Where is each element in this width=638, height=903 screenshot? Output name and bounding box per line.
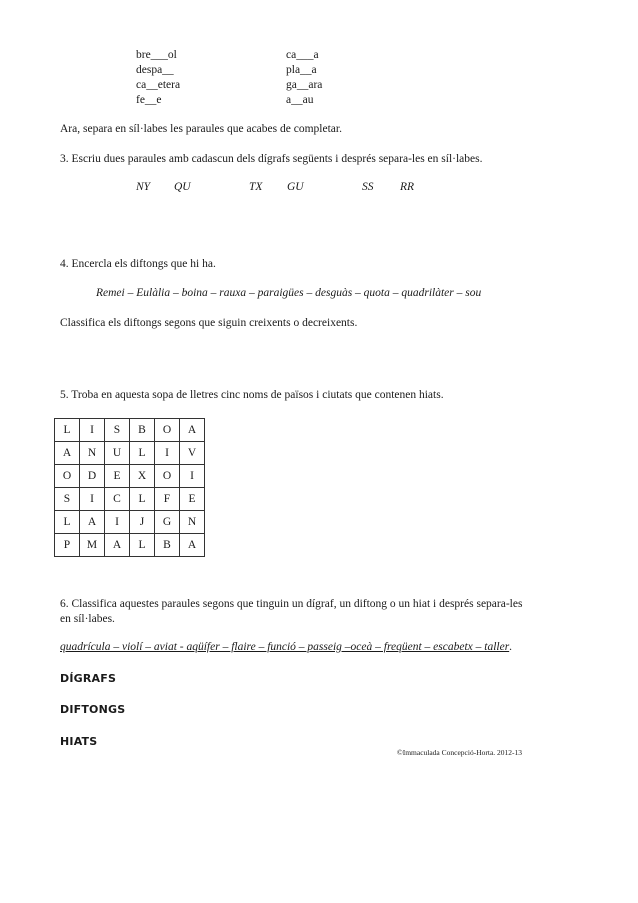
- word-left-2: despa__: [136, 64, 174, 76]
- grid-cell[interactable]: B: [130, 419, 155, 442]
- grid-cell[interactable]: L: [130, 442, 155, 465]
- exercise6-words-end: .: [509, 641, 513, 653]
- copyright-credit: ©Immaculada Concepció-Horta. 2012-13: [397, 748, 523, 757]
- digraph-ss: SS: [362, 181, 374, 193]
- grid-cell[interactable]: S: [55, 488, 80, 511]
- heading-diftongs: DIFTONGS: [60, 703, 126, 716]
- grid-cell[interactable]: L: [55, 511, 80, 534]
- exercise6-words: quadrícula – violí – aviat - aqüífer – flaire – funció – passeig –oceà – freqüent – escabetx – taller: [60, 641, 510, 653]
- heading-digrafs: DÍGRAFS: [60, 672, 117, 685]
- grid-cell[interactable]: N: [180, 511, 205, 534]
- grid-cell[interactable]: I: [105, 511, 130, 534]
- grid-cell[interactable]: L: [130, 534, 155, 557]
- grid-cell[interactable]: J: [130, 511, 155, 534]
- digraph-tx: TX: [249, 181, 263, 193]
- grid-cell[interactable]: P: [55, 534, 80, 557]
- word-right-4: a__au: [286, 94, 314, 106]
- grid-cell[interactable]: M: [80, 534, 105, 557]
- word-search-grid: [54, 418, 205, 557]
- grid-cell[interactable]: N: [80, 442, 105, 465]
- word-right-3: ga__ara: [286, 79, 323, 91]
- grid-cell[interactable]: U: [105, 442, 130, 465]
- exercise3-prompt: 3. Escriu dues paraules amb cadascun dels dígrafs següents i després separa-les en síl·labes.: [60, 153, 483, 165]
- exercise6-prompt-line1: 6. Classifica aquestes paraules segons que tinguin un dígraf, un diftong o un hiat i després separa-les: [60, 598, 523, 610]
- grid-cell[interactable]: V: [180, 442, 205, 465]
- digraph-qu: QU: [174, 181, 191, 193]
- grid-cell[interactable]: O: [155, 419, 180, 442]
- exercise4-words: Remei – Eulàlia – boina – rauxa – paraigües – desguàs – quota – quadrilàter – sou: [96, 287, 482, 299]
- grid-cell[interactable]: G: [155, 511, 180, 534]
- word-left-3: ca__etera: [136, 79, 181, 91]
- word-right-1: ca___a: [286, 49, 319, 61]
- exercise6-prompt-line2: en síl·labes.: [60, 613, 115, 625]
- grid-cell[interactable]: D: [80, 465, 105, 488]
- instruction-separate: Ara, separa en síl·labes les paraules que acabes de completar.: [60, 123, 342, 135]
- grid-cell[interactable]: S: [105, 419, 130, 442]
- exercise5-prompt: 5. Troba en aquesta sopa de lletres cinc noms de països i ciutats que contenen hiats.: [60, 389, 444, 401]
- grid-cell[interactable]: A: [80, 511, 105, 534]
- grid-cell[interactable]: I: [80, 488, 105, 511]
- word-left-1: bre___ol: [136, 49, 177, 61]
- digraph-rr: RR: [400, 181, 415, 193]
- grid-cell[interactable]: C: [105, 488, 130, 511]
- word-right-2: pla__a: [286, 64, 317, 76]
- grid-cell[interactable]: L: [130, 488, 155, 511]
- digraph-ny: NY: [136, 181, 151, 193]
- grid-cell[interactable]: X: [130, 465, 155, 488]
- grid-cell[interactable]: I: [180, 465, 205, 488]
- grid-cell[interactable]: A: [180, 534, 205, 557]
- grid-cell[interactable]: A: [180, 419, 205, 442]
- heading-hiats: HIATS: [60, 735, 98, 748]
- grid-cell[interactable]: O: [55, 465, 80, 488]
- grid-cell[interactable]: E: [105, 465, 130, 488]
- exercise4-prompt: 4. Encercla els diftongs que hi ha.: [60, 258, 216, 270]
- grid-cell[interactable]: O: [155, 465, 180, 488]
- grid-cell[interactable]: A: [55, 442, 80, 465]
- exercise6-words-line: [60, 641, 512, 653]
- grid-cell[interactable]: A: [105, 534, 130, 557]
- word-left-4: fe__e: [136, 94, 162, 106]
- grid-cell[interactable]: E: [180, 488, 205, 511]
- grid-cell[interactable]: F: [155, 488, 180, 511]
- digraph-gu: GU: [287, 181, 304, 193]
- grid-cell[interactable]: B: [155, 534, 180, 557]
- grid-cell[interactable]: L: [55, 419, 80, 442]
- grid-cell[interactable]: I: [155, 442, 180, 465]
- exercise4-classify: Classifica els diftongs segons que siguin creixents o decreixents.: [60, 317, 358, 329]
- grid-cell[interactable]: I: [80, 419, 105, 442]
